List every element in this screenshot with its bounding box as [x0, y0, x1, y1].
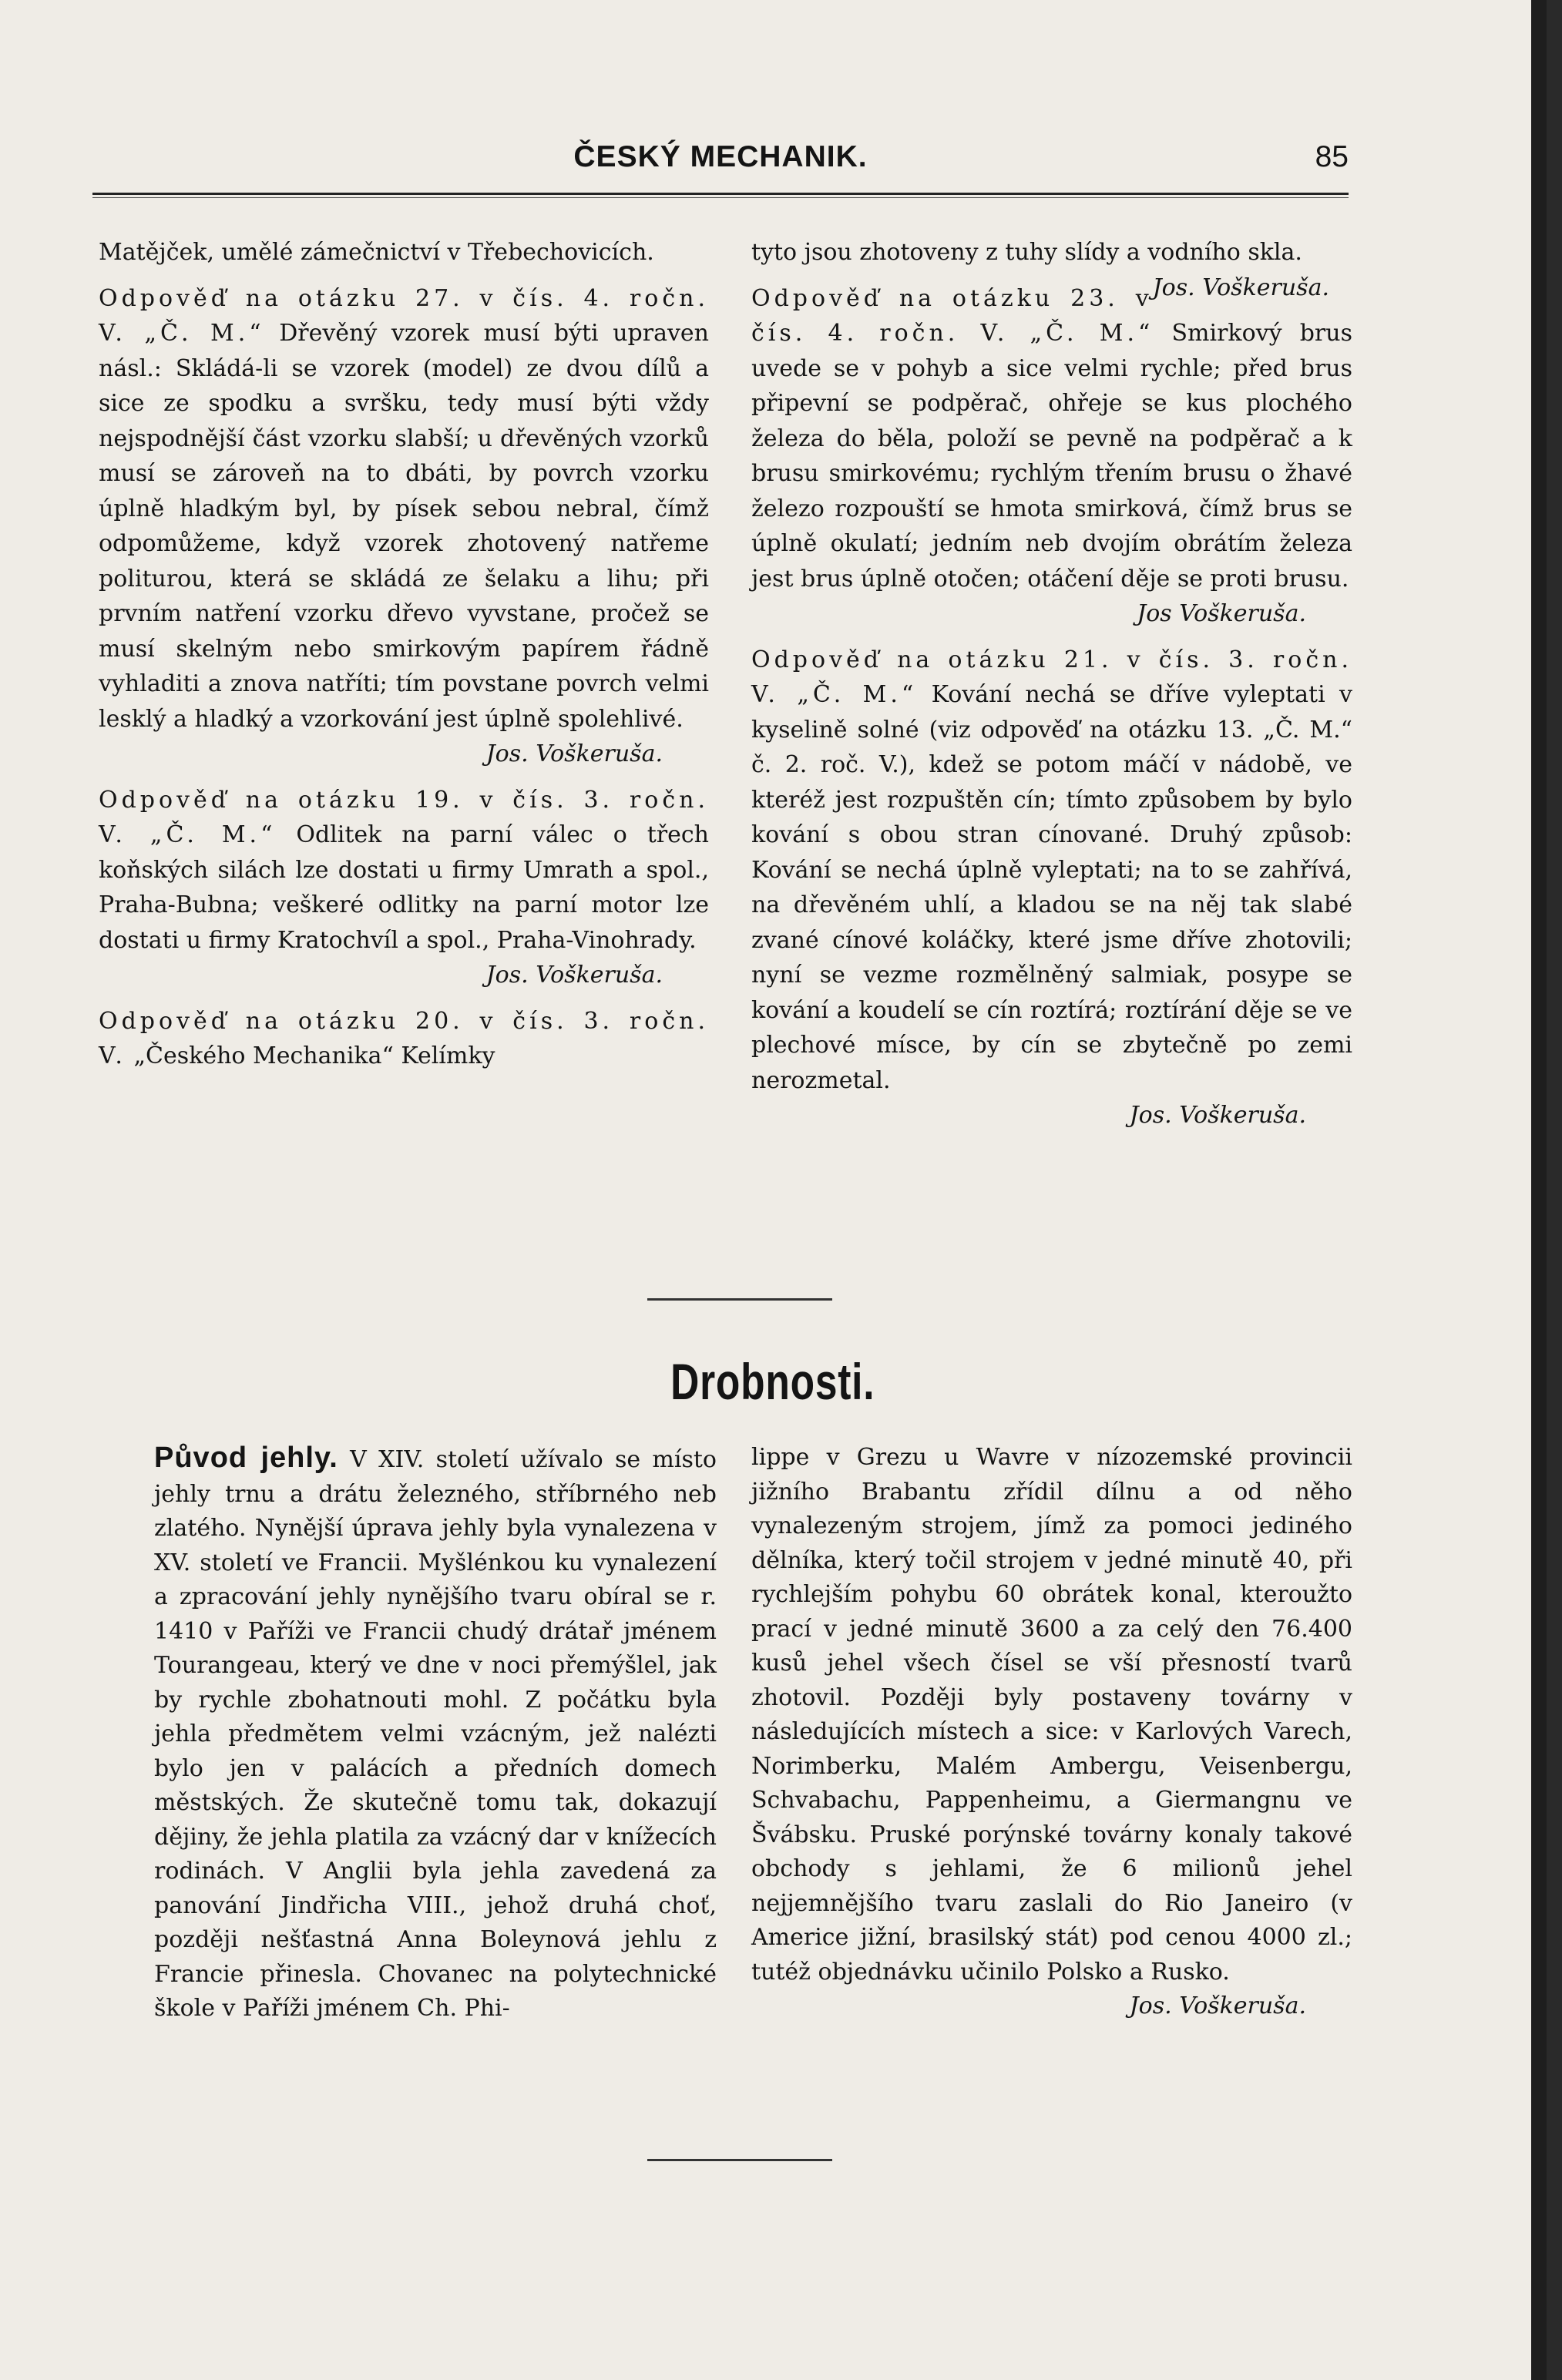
answer-27 — [99, 281, 709, 772]
page-header — [92, 140, 1349, 186]
signature: Jos Voškeruša. — [1137, 600, 1306, 627]
answer-text: Kování nechá se dříve vyleptati v kyselině solné (viz odpověď na otázku 13. „Č. M.“ č. 2. roč. V.), kdež se potom máčí v nádobě, ve kteréž jest rozpuštěn cín; tímto způsobem by bylo kování s obou stran cínované. Druhý způsob: Kování se nechá úplně vyleptati; na to se zahřívá, na dřevěném uhlí, a kladou se na něj tak slabé zvané cínové koláčky, které jsme dříve zhotovili; nyní se vezme rozmělněný salmiak, posype se kování a koudelí se cín roztírá; roztírání děje se ve plechové mísce, by cín se zbytečně po zemi nerozmetal. — [751, 681, 1352, 1094]
end-divider — [647, 2159, 832, 2161]
answer-heading: Odpověď na otázku 21. v čís. 3. ročn. V. „Č. M.“ — [751, 646, 1352, 708]
signature: Jos. Voškeruša. — [485, 962, 663, 989]
signature: Jos. Voškeruša. — [485, 740, 663, 767]
section-divider — [647, 1298, 832, 1301]
article-lead: Původ jehly. — [154, 1442, 338, 1474]
page-number: 85 — [1315, 140, 1349, 173]
paragraph: Matějček, umělé zámečnictví v Třebechovicích. — [99, 239, 654, 266]
answer-heading: Odpověď na otázku 20. v čís. 3. ročn. V. — [99, 1007, 709, 1069]
answer-21 — [751, 643, 1352, 1133]
answer-text: Odlitek na parní válec o třech koňských silách lze dostati u firmy Umrath a spol., Praha-Bubna; veškeré odlitky na parní motor lze dostati u firmy Kratochvíl a spol., Praha-Vinohrady. — [99, 821, 709, 954]
answer-heading: Odpověď na otázku 27. v čís. 4. ročn. V. „Č. M.“ — [99, 284, 709, 347]
right-column — [751, 235, 1352, 1144]
answer-text: Dřevěný vzorek musí býti upraven násl.: Skládá-li se vzorek (model) ze dvou dílů a sice ze spodku a svršku, tedy musí býti vždy nejspodnější část vzorku slabší; u dřevěných vzorků musí se zároveň na to dbáti, by povrch vzorku úplně hladkým byl, by písek sebou nebral, čímž odpomůžeme, když vzorek zhotovený natřeme politurou, která se skládá ze šelaku a lihu; při prvním natření vzorku dřevo vyvstane, pročež se musí skelným nebo smirkovým papírem řádně vyhladiti a znova natříti; tím povstane povrch velmi lesklý a hladký a vzorkování jest úplně spolehlivé. — [99, 320, 709, 733]
answer-text: Smirkový brus uvede se v pohyb a sice velmi rychle; před brus připevní se podpěrač, ohřeje se kus plochého železa do běla, položí se pevně na podpěrač a k brusu smirkovému; rychlým třením brusu o žhavé železo rozpouští se hmota smirková, čímž brus se úplně okulatí; jedním neb dvojím obrátím železa jest brus úplně otočen; otáčení děje se proti brusu. — [751, 320, 1352, 592]
signature: Jos. Voškeruša. — [1152, 274, 1329, 301]
answer-20-continued — [751, 235, 1352, 301]
answer-23 — [751, 281, 1352, 632]
left-column — [99, 235, 709, 1085]
answer-text: „Českého Mechanika“ Kelímky — [133, 1042, 495, 1069]
journal-title: ČESKÝ MECHANIK. — [573, 140, 868, 173]
article-left-column — [154, 1441, 717, 2037]
answer-20 — [99, 1004, 709, 1074]
answer-text: tyto jsou zhotoveny z tuhy slídy a vodního skla. — [751, 239, 1302, 266]
answer-19 — [99, 783, 709, 993]
article-right-column — [751, 1441, 1352, 2035]
article-body: lippe v Grezu u Wavre v nízozemské provincii jižního Brabantu zřídil dílnu a od něho vynalezeným strojem, jímž za pomoci jediného dělníka, který točil strojem v jedné minutě 40, při rychlejším pohybu 60 obrátek konal, kteroužto prací v jedné minutě 3600 a za celý den 76.400 kusů jehel všech čísel se vší přesností tvarů zhotovil. Později byly postaveny továrny v následujících místech a sice: v Karlových Varech, Norimberku, Malém Ambergu, Veisenbergu, Schvabachu, Pappenheimu, a Giermangnu ve Švábsku. Pruské porýnské továrny konaly takové obchody s jehlami, že 6 milionů jehel nejjemnějšího tvaru zaslali do Rio Janeiro (v Americe jižní, brasilský stát) pod cenou 4000 zl.; tutéž objednávku učinilo Polsko a Rusko. — [751, 1444, 1352, 1986]
section-title: Drobnosti. — [670, 1353, 875, 1410]
answer-heading: Odpověď na otázku 19. v čís. 3. ročn. V. „Č. M.“ — [99, 786, 709, 848]
scan-edge — [1531, 0, 1547, 2380]
signature: Jos. Voškeruša. — [1129, 1102, 1306, 1129]
article-text — [751, 1441, 1352, 2024]
signature: Jos. Voškeruša. — [1129, 1992, 1306, 2019]
answer-heading: Odpověď na otázku 23. v čís. 4. ročn. V. „Č. M.“ — [751, 284, 1154, 347]
article-body: V XIV. století užívalo se místo jehly trnu a drátu železného, stříbrného neb zlatého. Nynější úprava jehly byla vynalezena v XV. století ve Francii. Myšlénkou ku vynalezení a zpracování jehly nynějšího tvaru obíral se r. 1410 v Paříži ve Francii chudý drátař jménem Tourangeau, který ve dne v noci přemýšlel, jak by rychle zbohatnouti mohl. Z počátku byla jehla předmětem velmi vzácným, jež nalézti bylo jen v palácích a předních domech městských. Že skutečně tomu tak, dokazují dějiny, že jehla platila za vzácný dar v knížecích rodinách. V Anglii byla jehla zavedená za panování Jindřicha VIII., jehož druhá choť, později nešťastná Anna Boleynová jehlu z Francie přinesla. Chovanec na polytechnické škole v Paříži jménem Ch. Phi- — [154, 1446, 717, 2022]
article-text — [154, 1441, 717, 2026]
header-rule — [92, 193, 1349, 198]
